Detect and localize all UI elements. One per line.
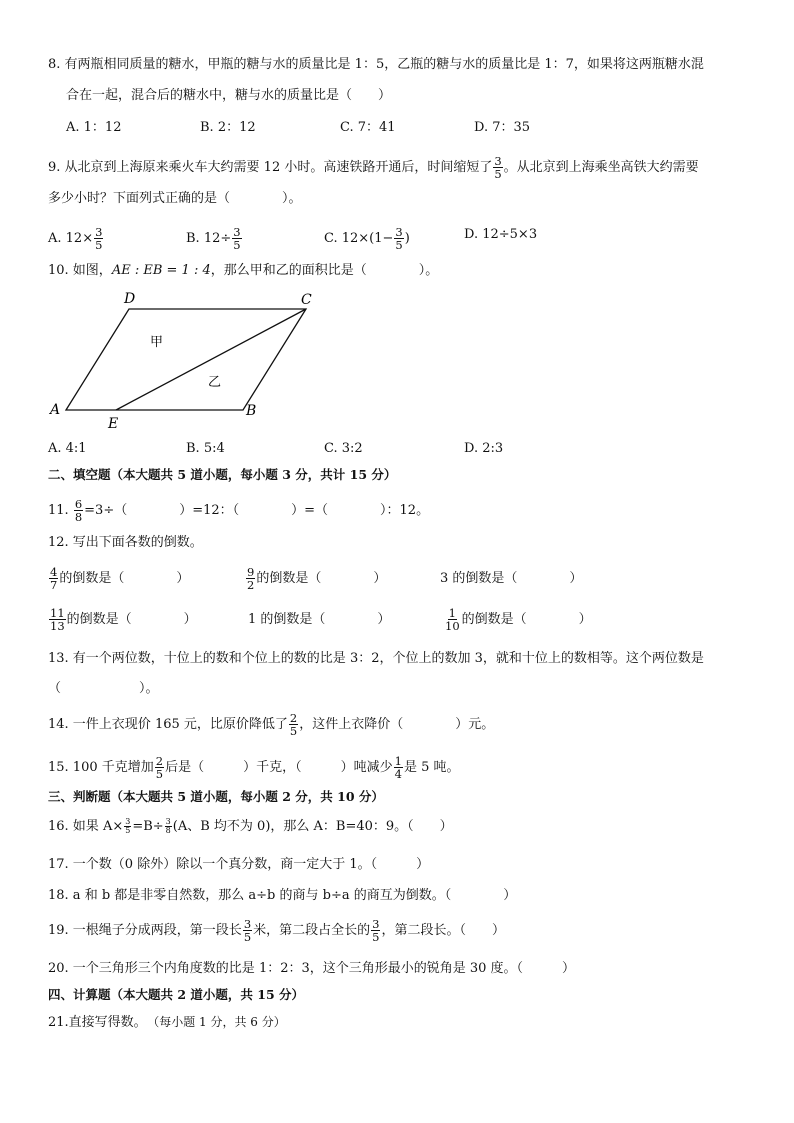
q9-option-a: A. 12× $\frac{3}{5}$	[48, 225, 103, 252]
q13-line1: 13. 有一个两位数，十位上的数和个位上的数的比是 3：2，个位上的数加 3，就和十位上的数相等。这个两位数是	[48, 651, 704, 666]
parallelogram-figure	[0, 288, 794, 438]
q18-line: 18. a 和 b 都是非零自然数，那么 a÷b 的商与 b÷a 的商互为倒数。（ ）	[48, 888, 517, 903]
q14-line: 14. 一件上衣现价 165 元，比原价降低了 $\frac{2}{5}$ ，这件上衣降价（ ）元。	[48, 711, 495, 738]
q8-option-b: B. 2：12	[200, 120, 256, 135]
q21-line	[48, 1013, 286, 1032]
q12-item-3: 3 的倒数是（ ）	[440, 571, 583, 586]
parallelogram-outline	[66, 309, 306, 410]
q21-title: 21.直接写得数。	[48, 1015, 141, 1030]
q12-title: 12. 写出下面各数的倒数。	[48, 535, 203, 550]
q13-line2: （ ）。	[48, 681, 159, 696]
q9-line2: 多少小时？下面列式正确的是（ ）。	[48, 191, 302, 206]
q17-line: 17. 一个数（0 除外）除以一个真分数，商一定大于 1。（ ）	[48, 857, 430, 872]
label-yi: 乙	[208, 375, 222, 390]
label-jia: 甲	[150, 335, 164, 350]
q8-option-c: C. 7：41	[340, 120, 396, 135]
q9-line1	[48, 155, 699, 180]
section-4-heading: 四、计算题（本大题共 2 道小题，共 15 分）	[48, 987, 305, 1002]
q8-line2: 合在一起，混合后的糖水中，糖与水的质量比是（ ）	[66, 88, 392, 103]
label-a: A	[50, 402, 61, 418]
q16-line: 16. 如果 A× $\frac{3}{5}$ =B÷ $\frac{3}{8}$ (A、B 均不为 0)，那么 A：B=40：9。（ ）	[48, 817, 453, 835]
q9-option-d: D. 12÷5×3	[464, 227, 538, 242]
section-2-heading: 二、填空题（本大题共 5 道小题，每小题 3 分，共计 15 分）	[48, 467, 397, 482]
q8-option-d: D. 7：35	[474, 120, 531, 135]
q8-option-a: A. 1：12	[66, 120, 122, 135]
section-3-heading: 三、判断题（本大题共 5 道小题，每小题 2 分，共 10 分）	[48, 789, 384, 804]
q20-line: 20. 一个三角形三个内角度数的比是 1：2：3，这个三角形最小的锐角是 30 度。（ ）	[48, 961, 576, 976]
q9-fraction: $\frac{3}{5}$	[494, 154, 502, 181]
q11-fraction: $\frac{6}{8}$	[74, 497, 83, 524]
q10-option-a: A. 4:1	[48, 441, 87, 456]
q8-line1: 8. 有两瓶相同质量的糖水，甲瓶的糖与水的质量比是 1：5，乙瓶的糖与水的质量比是 1：7，如果将这两瓶糖水混	[48, 57, 704, 72]
q10-ratio: AE : EB = 1 : 4	[111, 263, 211, 278]
q9-text-b: 。从北京到上海乘坐高铁大约需要	[503, 160, 699, 175]
q11-line: 11. $\frac{6}{8}$ =3÷（ ）=12：（ ）=（ ）：12。	[48, 497, 430, 524]
q10-option-b: B. 5:4	[186, 441, 225, 456]
diagonal-ec	[116, 309, 306, 410]
q15-line: 15. 100 千克增加 $\frac{2}{5}$ 后是（ ）千克，（ ）吨减少 $\frac{1}{4}$ 是 5 吨。	[48, 754, 460, 781]
q10-option-d: D. 2:3	[464, 441, 504, 456]
label-c: C	[301, 292, 312, 308]
q12-item-2: $\frac{9}{2}$ 的倒数是（ ）	[247, 565, 387, 592]
q12-item-4: $\frac{11}{13}$ 的倒数是（ ）	[50, 606, 197, 633]
q10-line1: 10. 如图，AE : EB = 1 : 4，那么甲和乙的面积比是（ ）。	[48, 263, 439, 278]
label-d: D	[124, 291, 136, 307]
label-b: B	[246, 403, 257, 419]
q9-option-c: C. 12×(1− $\frac{3}{5}$ )	[324, 225, 410, 252]
q9-text-a: 9. 从北京到上海原来乘火车大约需要 12 小时。高速铁路开通后，时间缩短了	[48, 160, 493, 175]
q9-option-b: B. 12÷ $\frac{3}{5}$	[186, 225, 241, 252]
q21-note: （每小题 1 分，共 6 分）	[153, 1015, 286, 1029]
q10-option-c: C. 3:2	[324, 441, 363, 456]
q19-line: 19. 一根绳子分成两段，第一段长 $\frac{3}{5}$ 米，第二段占全长的 $\frac{3}{5}$ ，第二段长。（ ）	[48, 917, 505, 944]
q12-item-1: $\frac{4}{7}$ 的倒数是（ ）	[50, 565, 190, 592]
label-e: E	[108, 416, 119, 432]
q12-item-6: $\frac{1}{10}$ 的倒数是（ ）	[445, 606, 592, 633]
q12-item-5: 1 的倒数是（ ）	[248, 612, 391, 627]
